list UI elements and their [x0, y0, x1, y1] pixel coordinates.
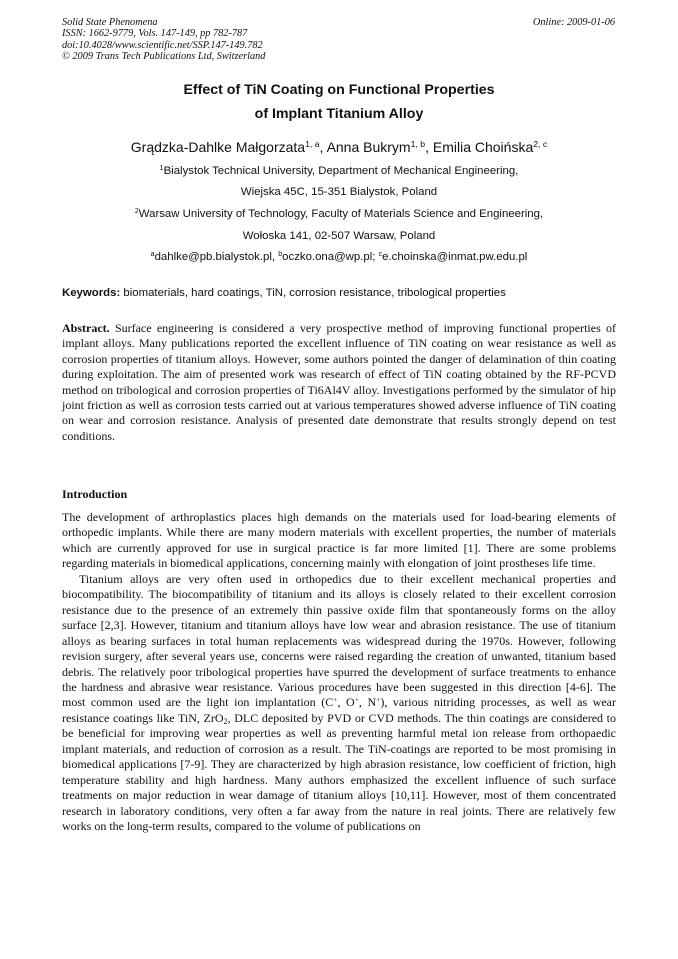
copyright-line: © 2009 Trans Tech Publications Ltd, Switzerland	[62, 51, 266, 63]
introduction-body	[62, 510, 616, 835]
affiliation-1-line-1: $^1$Bialystok Technical University, Department of Mechanical Engineering,	[159, 165, 519, 177]
abstract-label: Abstract.	[62, 321, 110, 335]
paragraph: The development of arthroplastics places high demands on the materials used for load-bearing elements of orthopedic implants. While there are many modern materials with excellent properties, the number of materials which are currently approved for use in surgical practice is far more limited [1]. There are some problems regarding materials in biomedical applications, concerning mainly with elongation of joint prostheses life time.	[62, 510, 616, 571]
email-address: oczko.ona@wp.pl	[282, 251, 373, 263]
author-name: Anna Bukrym	[326, 139, 411, 155]
abstract-text: Surface engineering is considered a very prospective method of improving functional properties of implant alloys. Many publications reported the excellent influence of TiN coating on wear resistance as well as corrosion properties of titanium alloys. However, some authors pointed the danger of delamination of thin coating during exploitation. The aim of presented work was research of effect of TiN coating obtained by the RF-PCVD method on tribological and corrosion properties of Ti6Al4V alloy. Investigations performed by the simulator of hip joint friction as well as corrosion tests carried out at various temperatures showed adverse influence of TiN coating on wear and corrosion resistance. Analysis of presented date demonstrate that results strongly depend on test conditions.	[62, 321, 617, 443]
author-list: Grądzka-Dahlke Małgorzata$^{1, a}$, Anna Bukrym$^{1, b}$, Emilia Choińska$^{2, c}$	[130, 139, 548, 155]
online-date: Online: 2009-01-06	[532, 17, 615, 28]
affiliation-2-line-1: $^2$Warsaw University of Technology, Faculty of Materials Science and Engineering,	[134, 208, 544, 220]
email-address: dahlke@pb.bialystok.pl	[154, 251, 272, 263]
email-address: e.choinska@inmat.pw.edu.pl	[382, 251, 528, 263]
journal-name: Solid State Phenomena	[62, 17, 158, 28]
keywords-label: Keywords:	[62, 287, 121, 299]
keywords-text: biomaterials, hard coatings, TiN, corrosion resistance, tribological properties	[123, 287, 506, 299]
author-affiliation-mark: 1, b	[410, 139, 426, 150]
author-affiliation-mark: 1, a	[305, 139, 320, 150]
issn-line: ISSN: 1662-9779, Vols. 147-149, pp 782-787	[62, 28, 248, 40]
paragraph: Titanium alloys are very often used in orthopedics due to their excellent mechanical properties and biocompatibility. The biocompatibility of titanium and its alloys is closely related to their excellent corrosion resistance due to the presence of an extremely thin passive oxide film that spontaneously forms on the alloy surface [2,3]. However, titanium and titanium alloys have low wear and abrasion resistance. The use of titanium alloys as bearing surfaces in total human replacements was widespread during the 1970s. However, following revision surgery, after several years use, concerns were raised regarding the creation of unwanted, titanium based debris. The relatively poor tribological properties have spurred the development of surface treatments to enhance the hardness and abrasive wear resistance. Various procedures have been suggested in this direction [4-6]. The most common used are the light ion implantation (C+, O+, N+), various nitriding processes, as well as wear resistance coatings like TiN, ZrO$_2$, DLC deposited by PVD or CVD methods. The thin coatings are considered to be beneficial for improving wear properties as well as preventing harmful metal ion release from orthopaedic implant materials, and reduction of corrosion as a result. The TiN-coatings are reported to be most promising in biomedical applications [7-9]. They are characterized by high abrasion resistance, low coefficient of friction, high temperature stability and high hardness. Many authors emphasized the excellent influence of such surface treatments on major reduction in wear damage of titanium alloys [10,11]. However, most of them concentrated research in laboratory conditions, very often a far away from the nature in real joints. There are relatively few works on the long-term results, compared to the volume of publications on	[62, 571, 616, 834]
author-affiliation-mark: 2, c	[533, 139, 548, 150]
email-list: $^a$dahlke@pb.bialystok.pl, $^b$oczko.ona@wp.pl; $^c$e.choinska@inmat.pw.edu.pl	[150, 251, 528, 263]
author-name: Emilia Choińska	[432, 139, 534, 155]
paper-title-line-1: Effect of TiN Coating on Functional Properties	[183, 82, 495, 98]
publication-info	[62, 17, 265, 63]
section-heading-introduction: Introduction	[62, 487, 128, 501]
paper-title-line-2: of Implant Titanium Alloy	[254, 106, 424, 122]
affiliation-1-line-2: Wiejska 45C, 15-351 Bialystok, Poland	[240, 186, 438, 198]
affiliation-2-line-2: Wołoska 141, 02-507 Warsaw, Poland	[242, 230, 436, 242]
keywords	[62, 287, 616, 299]
abstract	[62, 321, 616, 444]
author-name: Grądzka-Dahlke Małgorzata	[130, 139, 306, 155]
doi-line: doi:10.4028/www.scientific.net/SSP.147-149.782	[62, 39, 263, 51]
